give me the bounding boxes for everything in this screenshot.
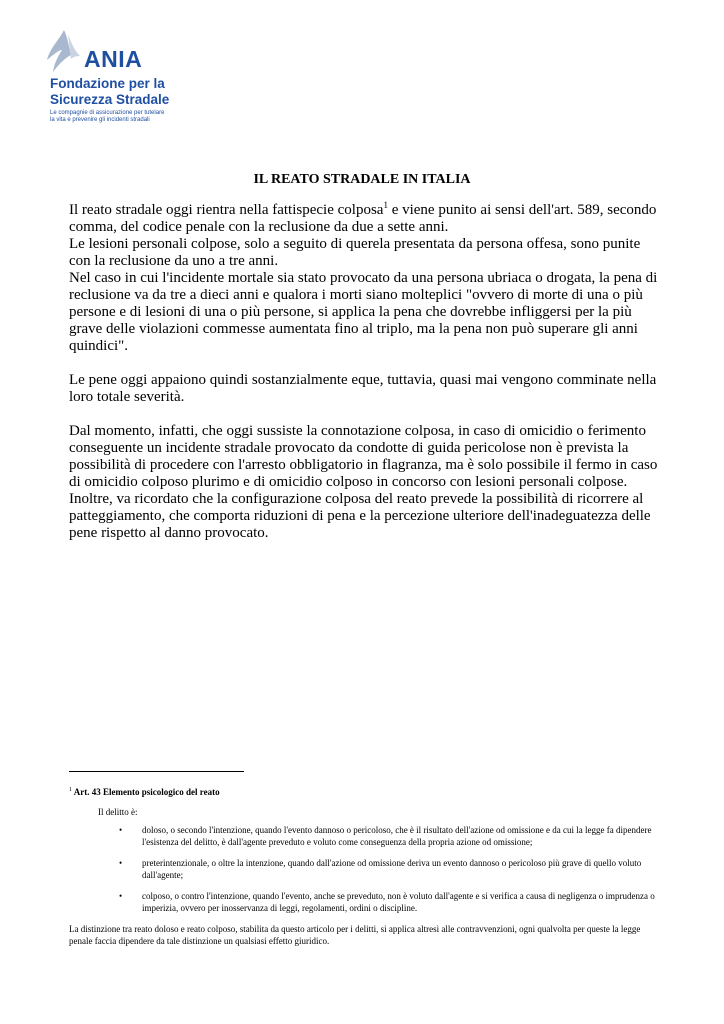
- footnote-intro: Il delitto è:: [98, 807, 138, 817]
- footnote-list-item-colposo: [69, 890, 659, 914]
- footnote-conclusion: La distinzione tra reato doloso e reato colposo, stabilita da questo articolo per i delitti, si applica altresì alle contravvenzioni, ogni qualvolta per queste la legge penale faccia dipendere da tale distinzione un qualsiasi effetto giuridico.: [69, 924, 641, 946]
- document-title: IL REATO STRADALE IN ITALIA: [253, 172, 471, 187]
- footnote-separator: [69, 771, 244, 772]
- footnote-list-item-doloso: [69, 824, 659, 848]
- paragraph-lesioni-personali: Le lesioni personali colpose, solo a seguito di querela presentata da persona offesa, sono punite con la reclusione da uno a tre anni.: [69, 236, 641, 269]
- paragraph-fattispecie-colposa: [69, 202, 659, 236]
- footnote-heading: [69, 786, 659, 798]
- paragraph-text: Il reato stradale oggi rientra nella fattispecie colposa: [69, 202, 384, 218]
- bullet-icon: •: [119, 858, 123, 868]
- logo-tagline-line-2: la vita e prevenire gli incidenti stradali: [50, 117, 150, 123]
- logo-org-line-2: Sicurezza Stradale: [50, 92, 170, 107]
- paragraph-text: e viene punito ai sensi dell'art. 589, secondo comma, del codice penale con la reclusione da due a sette anni.: [69, 202, 657, 235]
- ania-logo: [44, 28, 184, 140]
- footnote-list-item-preterintenzionale: [69, 857, 659, 881]
- footnote: [69, 786, 659, 947]
- footnote-list: [69, 824, 659, 914]
- footnote-marker: 1: [69, 787, 72, 793]
- logo-tagline-line-1: Le compagnie di assicurazione per tutelare: [50, 110, 165, 116]
- footnote-heading-text: Art. 43 Elemento psicologico del reato: [73, 787, 220, 797]
- list-item-text: preterintenzionale, o oltre la intenzione, quando dall'azione od omissione deriva un evento dannoso o pericoloso più grave di quello voluto dall'agente;: [142, 858, 642, 880]
- logo-brand-name: ANIA: [84, 46, 143, 72]
- logo-tagline: [50, 110, 164, 124]
- paragraph-patteggiamento: Inoltre, va ricordato che la configurazione colposa del reato prevede la possibilità di ricorrere al patteggiamento, che comporta riduzioni di pena e la percezione ulteriore dell'inadeguatezza delle pene rispetto al danno provocato.: [69, 491, 651, 541]
- list-item-text: colposo, o contro l'intenzione, quando l'evento, anche se preveduto, non è voluto dall'agente e si verifica a causa di negligenza o imprudenza o imperizia, ovvero per inosservanza di leggi, regolamenti, ordini o discipline.: [142, 891, 655, 913]
- list-item-text: doloso, o secondo l'intenzione, quando l'evento dannoso o pericoloso, che è il risultato dell'azione od omissione e da cui la legge fa dipendere l'esistenza del delitto, è dall'agente preveduto e voluto come conseguenza della propria azione od omissione;: [142, 825, 652, 847]
- logo-org-line-1: Fondazione per la: [50, 76, 165, 91]
- document-body: [69, 202, 659, 542]
- paragraph-incidente-mortale: Nel caso in cui l'incidente mortale sia stato provocato da una persona ubriaca o drogata, la pena di reclusione va da tre a dieci anni e qualora i morti siano molteplici "ovvero di morte di una o più persone e di lesioni di una o più persone, si applica la pena che dovrebbe infliggersi per la più grave delle violazioni commesse aumentata fino al triplo, ma la pena non può superare gli anni quindici".: [69, 270, 658, 354]
- paragraph-connotazione-colposa: Dal momento, infatti, che oggi sussiste la connotazione colposa, in caso di omicidio o ferimento conseguente un incidente stradale provocato da condotte di guida pericolose non è prevista la possibilità di procedere con l'arresto obbligatorio in flagranza, ma è solo possibile il fermo in caso di omicidio colposo plurimo e di omicidio colposo in concorso con lesioni personali colpose.: [69, 423, 658, 490]
- bullet-icon: •: [119, 825, 123, 835]
- footnote-reference[interactable]: 1: [383, 200, 388, 210]
- paragraph-pene-eque: Le pene oggi appaiono quindi sostanzialmente eque, tuttavia, quasi mai vengono comminate nella loro totale severità.: [69, 372, 657, 405]
- logo-organization: [50, 76, 169, 108]
- bullet-icon: •: [119, 891, 123, 901]
- ania-logo-mark-icon: [44, 28, 84, 74]
